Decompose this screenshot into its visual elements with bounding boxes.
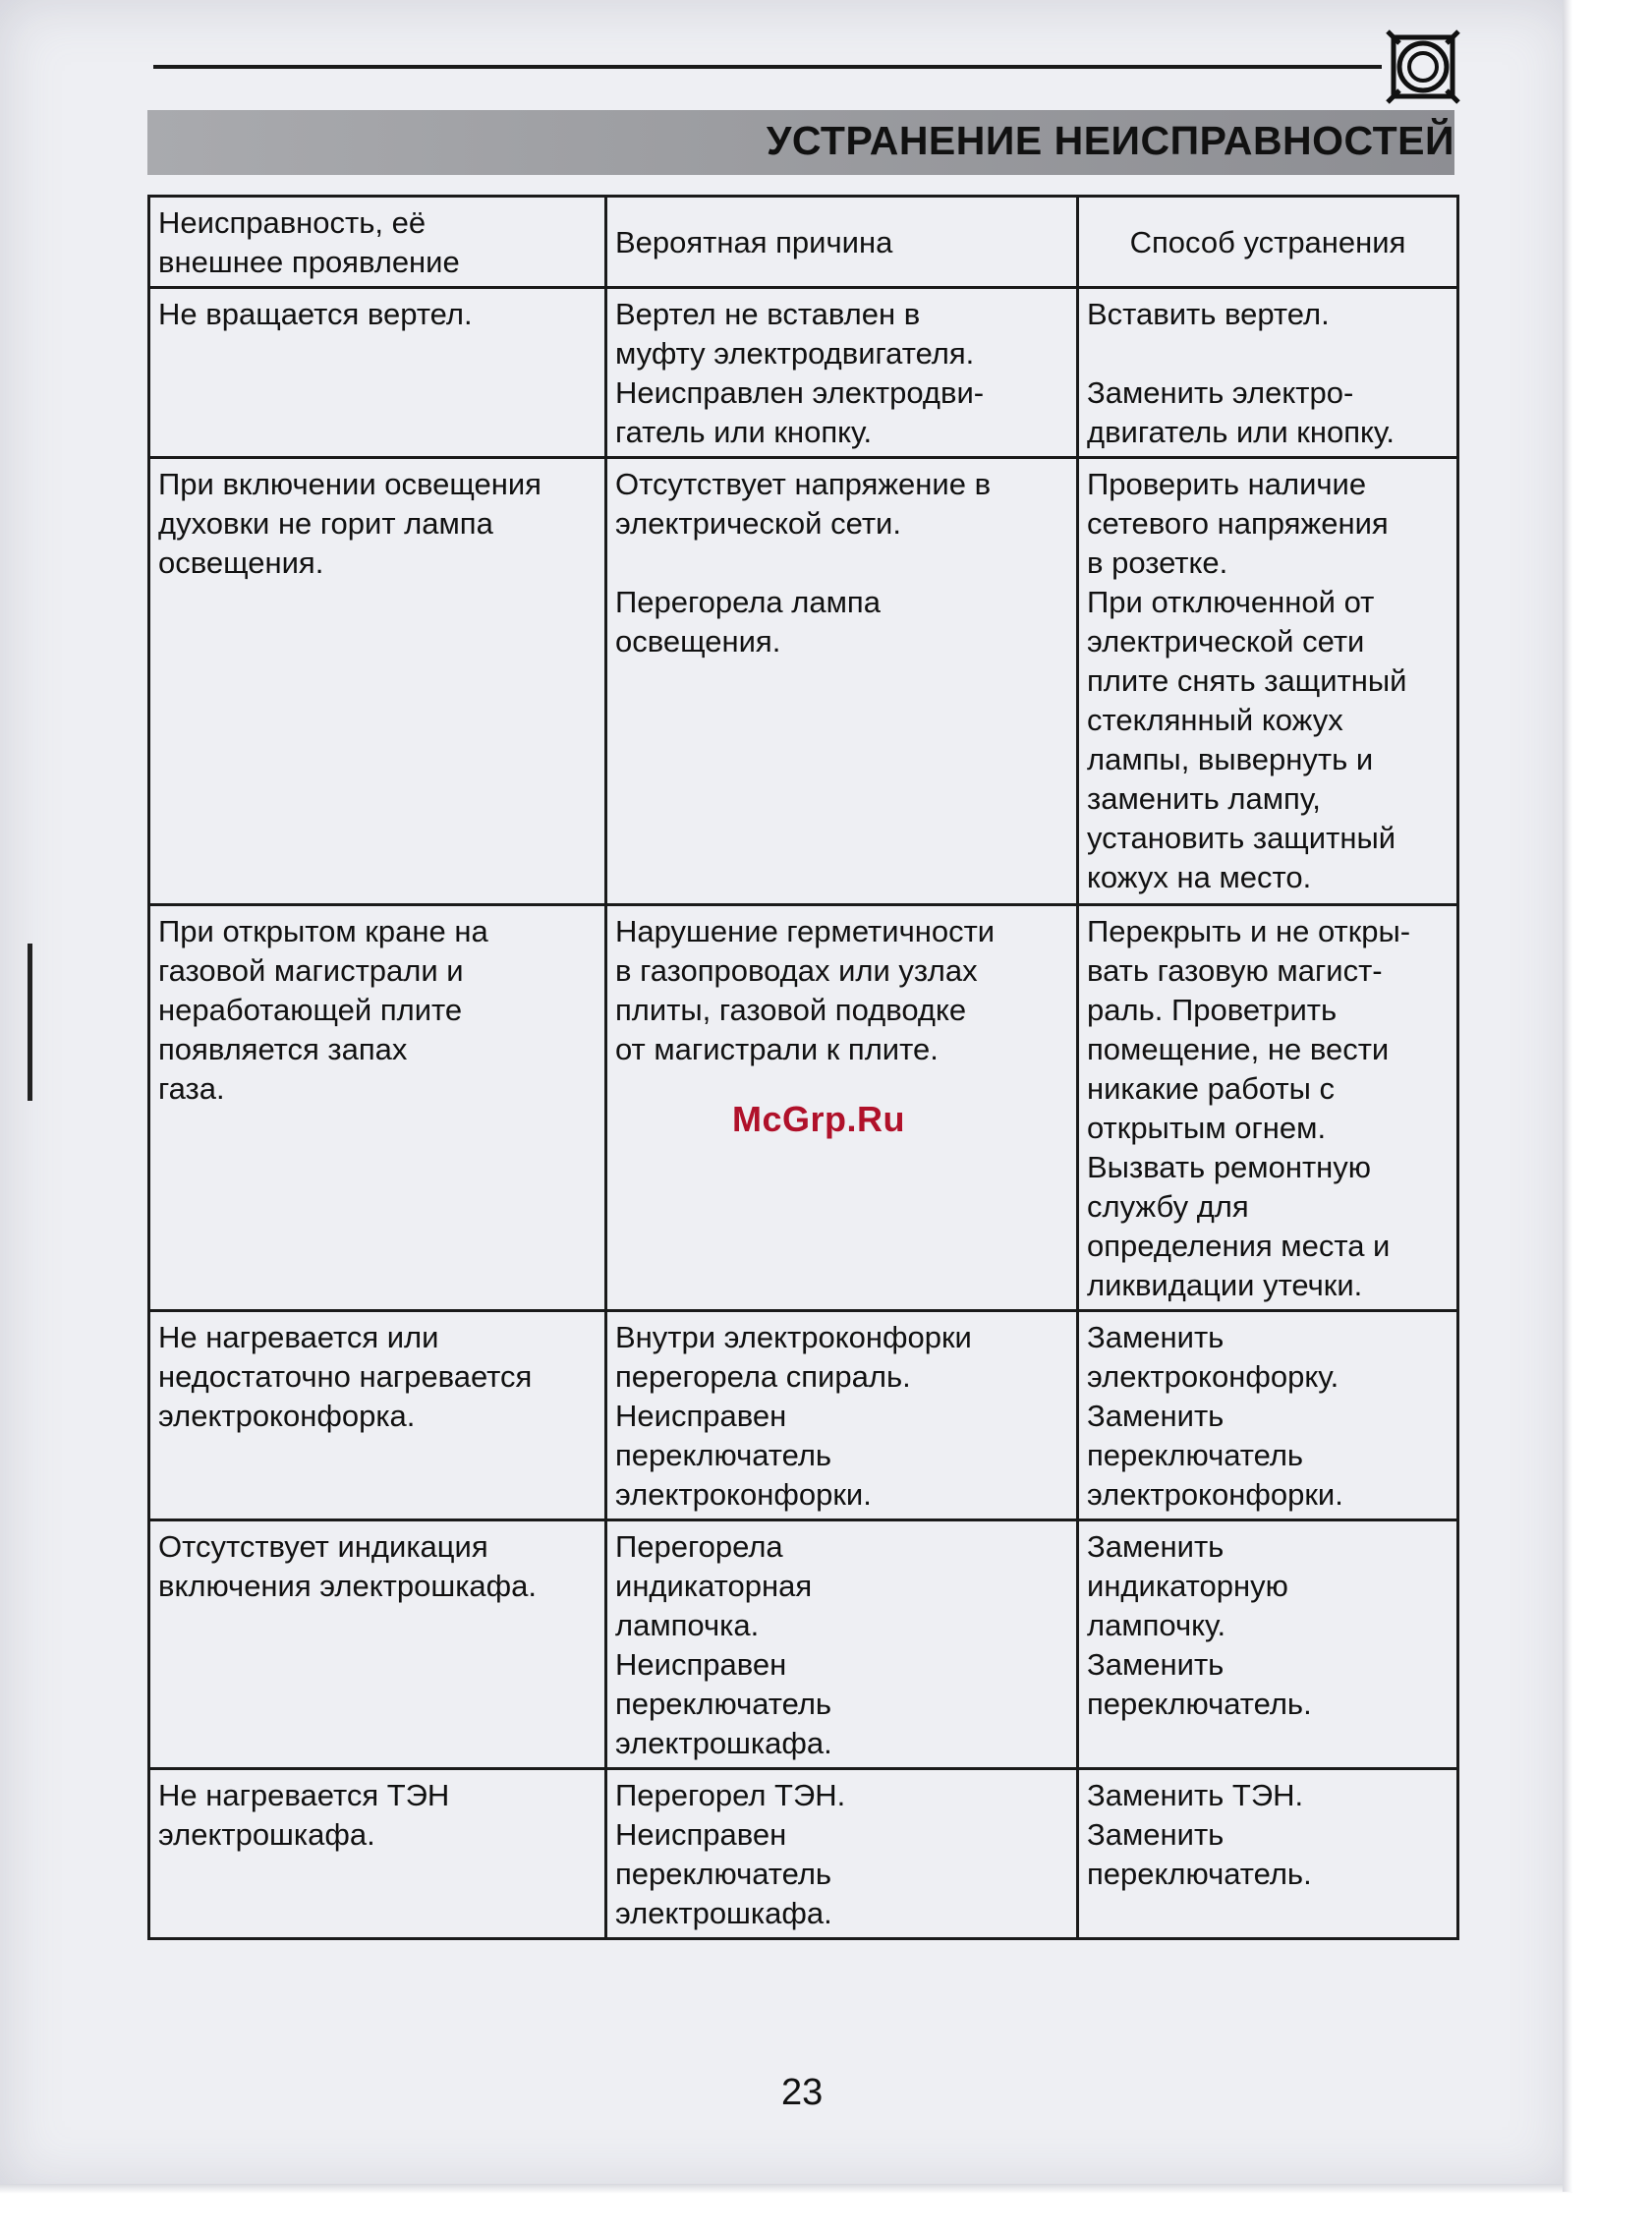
cell-text-line: плите снять защитный (1087, 663, 1407, 698)
cell-text-line: Заменить электро- (1087, 375, 1354, 410)
table-row (149, 1769, 1458, 1939)
cell-text-line: Перегорела (615, 1529, 783, 1564)
title-band (147, 110, 1454, 175)
cell-text-line: Перегорел ТЭН. (615, 1778, 846, 1812)
table-header-row (149, 197, 1458, 288)
cell-text-line: установить защитный (1087, 821, 1396, 855)
cell-text-line: переключатель. (1087, 1857, 1312, 1891)
cell-text-line: Внутри электроконфорки (615, 1320, 972, 1354)
cell-text-line: переключатель (615, 1438, 832, 1472)
cell-text-line: электрической сети. (615, 506, 901, 541)
table-row (149, 288, 1458, 458)
fault-cell (149, 1311, 606, 1520)
cell-text-line: При открытом кране на (158, 914, 488, 948)
cell-text-line: Заменить (1087, 1399, 1225, 1433)
page-title: УСТРАНЕНИЕ НЕИСПРАВНОСТЕЙ (766, 118, 1454, 163)
table-row (149, 1520, 1458, 1769)
cell-text-line: гатель или кнопку. (615, 415, 873, 449)
cell-text-line: освещения. (615, 624, 781, 659)
cell-text-line: в розетке. (1087, 545, 1228, 580)
cell-text-line: электрошкафа. (158, 1817, 375, 1852)
line-gap (1087, 334, 1449, 373)
cell-text-line: Проверить наличие (1087, 467, 1367, 501)
column-header-remedy (1078, 197, 1458, 288)
cell-text-line: Нарушение герметичности (615, 914, 996, 948)
cell-text-line: в газопроводах или узлах (615, 953, 978, 988)
washing-symbol-icon (1384, 28, 1462, 106)
cell-text-line: неработающей плите (158, 993, 463, 1027)
remedy-cell (1078, 1311, 1458, 1520)
fault-cell (149, 1769, 606, 1939)
fault-cell (149, 1520, 606, 1769)
cell-text-line: Отсутствует индикация (158, 1529, 488, 1564)
cause-cell (606, 458, 1078, 905)
cell-text-line: ликвидации утечки. (1087, 1268, 1363, 1302)
cell-text-line: перегорела спираль. (615, 1359, 911, 1394)
cell-text-line: Заменить ТЭН. (1087, 1778, 1304, 1812)
cell-text-line: индикаторная (615, 1569, 813, 1603)
cell-text-line: Заменить (1087, 1529, 1225, 1564)
cell-text-line: переключатель (615, 1687, 832, 1721)
cell-text-line: Заменить (1087, 1817, 1225, 1852)
cell-text-line: помещение, не вести (1087, 1032, 1390, 1066)
cell-text-line: лампы, вывернуть и (1087, 742, 1374, 776)
cell-text-line: Не вращается вертел. (158, 297, 473, 331)
cell-text-line: При включении освещения (158, 467, 541, 501)
cause-cell (606, 1520, 1078, 1769)
cell-text-line: переключатель. (1087, 1687, 1312, 1721)
troubleshooting-table (147, 195, 1459, 1940)
cell-text-line: духовки не горит лампа (158, 506, 493, 541)
cell-text-line: Не нагревается ТЭН (158, 1778, 450, 1812)
cell-text-line: вать газовую магист- (1087, 953, 1383, 988)
remedy-cell (1078, 905, 1458, 1311)
cell-text-line: электроконфорки. (1087, 1477, 1343, 1512)
cell-text-line: электрошкафа. (615, 1726, 832, 1760)
cell-text-line: лампочка. (615, 1608, 760, 1642)
table-row (149, 1311, 1458, 1520)
margin-marker (28, 944, 32, 1101)
cell-text-line: от магистрали к плите. (615, 1032, 939, 1066)
column-header-fault (149, 197, 606, 288)
cell-text-line: недостаточно нагревается (158, 1359, 533, 1394)
cell-text-line: появляется запах (158, 1032, 408, 1066)
cell-text-line: электроконфорка. (158, 1399, 416, 1433)
cell-text-line: Не нагревается или (158, 1320, 439, 1354)
remedy-cell (1078, 458, 1458, 905)
cell-text-line: Способ устранения (1129, 225, 1406, 259)
cell-text-line: Перегорела лампа (615, 585, 881, 619)
cell-text-line: стеклянный кожух (1087, 703, 1343, 737)
cell-text-line: плиты, газовой подводке (615, 993, 967, 1027)
table-row (149, 458, 1458, 905)
fault-cell (149, 288, 606, 458)
remedy-cell (1078, 288, 1458, 458)
cell-text-line: Неисправен (615, 1817, 787, 1852)
site-watermark: McGrp.Ru (732, 1099, 906, 1139)
cell-text-line: освещения. (158, 545, 324, 580)
cell-text-line: Неисправность, её (158, 205, 427, 240)
cell-text-line: службу для (1087, 1189, 1249, 1224)
cell-text-line: Заменить (1087, 1320, 1225, 1354)
remedy-cell (1078, 1520, 1458, 1769)
header-rule (153, 65, 1382, 69)
cell-text-line: газа. (158, 1071, 225, 1106)
cell-text-line: индикаторную (1087, 1569, 1288, 1603)
cell-text-line: электроконфорки. (615, 1477, 872, 1512)
line-gap (615, 544, 1068, 583)
cell-text-line: Вероятная причина (615, 225, 893, 259)
remedy-cell (1078, 1769, 1458, 1939)
fault-cell (149, 458, 606, 905)
cell-text-line: Неисправен (615, 1647, 787, 1682)
cell-text-line: переключатель (615, 1857, 832, 1891)
cell-text-line: раль. Проветрить (1087, 993, 1338, 1027)
column-header-cause (606, 197, 1078, 288)
cell-text-line: открытым огнем. (1087, 1111, 1327, 1145)
cell-text-line: Отсутствует напряжение в (615, 467, 992, 501)
cell-text-line: никакие работы с (1087, 1071, 1336, 1106)
cell-text-line: определения места и (1087, 1229, 1391, 1263)
cell-text-line: электроконфорку. (1087, 1359, 1339, 1394)
cell-text-line: газовой магистрали и (158, 953, 464, 988)
fault-cell (149, 905, 606, 1311)
cell-text-line: внешнее проявление (158, 245, 460, 279)
cell-text-line: Неисправен (615, 1399, 787, 1433)
cell-text-line: лампочку. (1087, 1608, 1226, 1642)
page-number: 23 (781, 2072, 824, 2113)
cell-text-line: электрошкафа. (615, 1896, 832, 1930)
cell-text-line: Неисправлен электродви- (615, 375, 985, 410)
cell-text-line: сетевого напряжения (1087, 506, 1389, 541)
cell-text-line: Вставить вертел. (1087, 297, 1330, 331)
cell-text-line: включения электрошкафа. (158, 1569, 538, 1603)
cell-text-line: кожух на место. (1087, 860, 1312, 894)
cell-text-line: заменить лампу, (1087, 781, 1321, 816)
cell-text-line: двигатель или кнопку. (1087, 415, 1395, 449)
cell-text-line: муфту электродвигателя. (615, 336, 975, 371)
cell-text-line: переключатель (1087, 1438, 1304, 1472)
cause-cell (606, 1769, 1078, 1939)
cell-text-line: Вызвать ремонтную (1087, 1150, 1372, 1184)
cell-text-line: электрической сети (1087, 624, 1365, 659)
page-edge (0, 2184, 1572, 2194)
cell-text-line: При отключенной от (1087, 585, 1375, 619)
cell-text-line: Вертел не вставлен в (615, 297, 921, 331)
cell-text-line: Заменить (1087, 1647, 1225, 1682)
cause-cell (606, 288, 1078, 458)
cause-cell (606, 1311, 1078, 1520)
cell-text-line: Перекрыть и не откры- (1087, 914, 1411, 948)
